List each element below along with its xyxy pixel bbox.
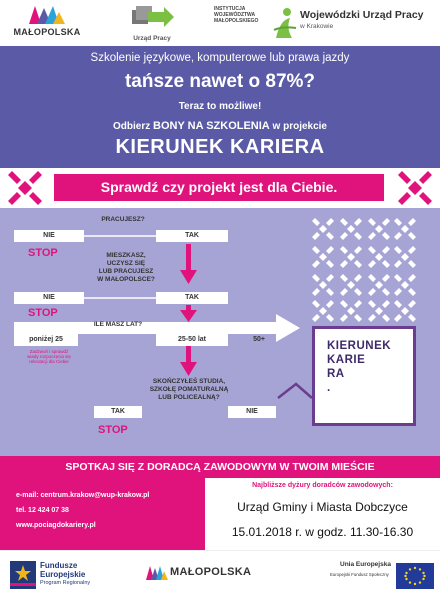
question-working: PRACUJESZ? — [101, 216, 145, 223]
institution-text: INSTYTUCJA WOJEWÓDZTWA MAŁOPOLSKIEGO — [214, 6, 259, 24]
meet-banner: SPOTKAJ SIĘ Z DORADCĄ ZAWODOWYM W TWOIM MIEŚCIE — [0, 456, 440, 478]
malopolska-footer-text: MAŁOPOLSKA — [170, 566, 252, 578]
ue-fund: Europejski Fundusz Społeczny — [330, 572, 389, 577]
contact-panel — [0, 478, 205, 550]
answer-studies-no: NIE — [228, 406, 276, 418]
fe-name: Fundusze Europejskie — [40, 561, 86, 579]
answer-working-no: NIE — [14, 230, 84, 242]
hero-offer-post: w projekcie — [269, 121, 327, 132]
contact-www[interactable]: www.pociagdokariery.pl — [16, 522, 96, 529]
wup-figure-icon — [272, 6, 298, 40]
result-line-3: RA — [327, 368, 345, 380]
duty-date: 15.01.2018 r. w godz. 11.30-16.30 — [231, 525, 414, 539]
header — [0, 0, 440, 46]
duty-heading: Najbliższe dyżury doradców zawodowych: — [252, 482, 393, 489]
stop-3: STOP — [98, 424, 128, 436]
cross-pattern-right-icon — [398, 171, 432, 205]
result-kierunek-kariera — [312, 326, 416, 426]
malopolska-text: MAŁOPOLSKA — [13, 27, 81, 37]
wup-logo — [272, 4, 440, 42]
footer — [0, 550, 440, 600]
question-malopolska: MIESZKASZ, UCZYSZ SIĘ LUB PRACUJESZ W MAŁOPOLSCE? — [97, 252, 155, 283]
hero-offer-bold: BONY NA SZKOLENIA — [153, 120, 270, 132]
age-50-plus: 50+ — [253, 336, 265, 343]
result-line-4: . — [327, 382, 331, 394]
age-25-50: 25-50 lat — [156, 334, 228, 346]
hero-headline: tańsze nawet o 87%? — [124, 71, 316, 92]
hero-subtitle: Szkolenie językowe, komputerowe lub prawa jazdy — [90, 52, 350, 64]
hero-tagline: Teraz to możliwe! — [178, 101, 262, 112]
contact-email[interactable]: e-mail: centrum.krakow@wup-krakow.pl — [16, 492, 150, 499]
cross-pattern-left-icon — [8, 171, 42, 205]
eu-flag-icon — [396, 563, 434, 589]
contact-phone[interactable]: tel. 12 424 07 38 — [16, 507, 69, 514]
answer-working-yes: TAK — [156, 230, 228, 242]
result-line-1: KIERUNEK — [327, 340, 392, 352]
malopolska-footer-m-icon — [146, 564, 168, 580]
unia-europejska-logo — [330, 561, 440, 595]
malopolska-footer-logo — [146, 561, 256, 591]
fundusze-europejskie-logo — [10, 561, 130, 593]
question-age: ILE MASZ LAT? — [93, 321, 143, 328]
check-banner: Sprawdź czy projekt jest dla Ciebie. — [54, 174, 384, 201]
stop-2: STOP — [28, 307, 58, 319]
hero-offer-pre: Odbierz — [113, 121, 154, 132]
urzad-pracy-logo — [120, 4, 184, 42]
age-note: Zadzwoń i sprawdź wiady rozpoczęcia się rekrutacji dla Ciebie — [27, 349, 71, 364]
malopolska-logo — [8, 4, 86, 42]
urzad-pracy-arrow-icon — [128, 4, 176, 30]
fe-program: Program Regionalny — [40, 580, 91, 586]
result-line-2: KARIE — [327, 354, 366, 366]
duty-place: Urząd Gminy i Miasta Dobczyce — [237, 500, 408, 514]
wup-city: w Krakowie — [300, 23, 334, 30]
duty-panel — [205, 478, 440, 550]
eu-funds-star-icon — [10, 561, 36, 589]
answer-malopolska-yes: TAK — [156, 292, 228, 304]
question-studies: SKOŃCZYŁEŚ STUDIA, SZKOŁĘ POMATURALNĄ LUB POLICEALNĄ? — [149, 378, 229, 401]
hero-offer — [0, 120, 440, 132]
stop-1: STOP — [28, 247, 58, 259]
malopolska-m-icon — [27, 4, 67, 26]
wup-name: Wojewódzki Urząd Pracy — [300, 9, 424, 21]
age-under-25: poniżej 25 — [14, 334, 78, 346]
hero-section — [0, 46, 440, 168]
project-name: KIERUNEK KARIERA — [115, 136, 325, 158]
answer-studies-yes: TAK — [94, 406, 142, 418]
answer-malopolska-no: NIE — [14, 292, 84, 304]
urzad-pracy-text: Urząd Pracy — [133, 35, 171, 42]
ue-name: Unia Europejska — [340, 561, 391, 568]
